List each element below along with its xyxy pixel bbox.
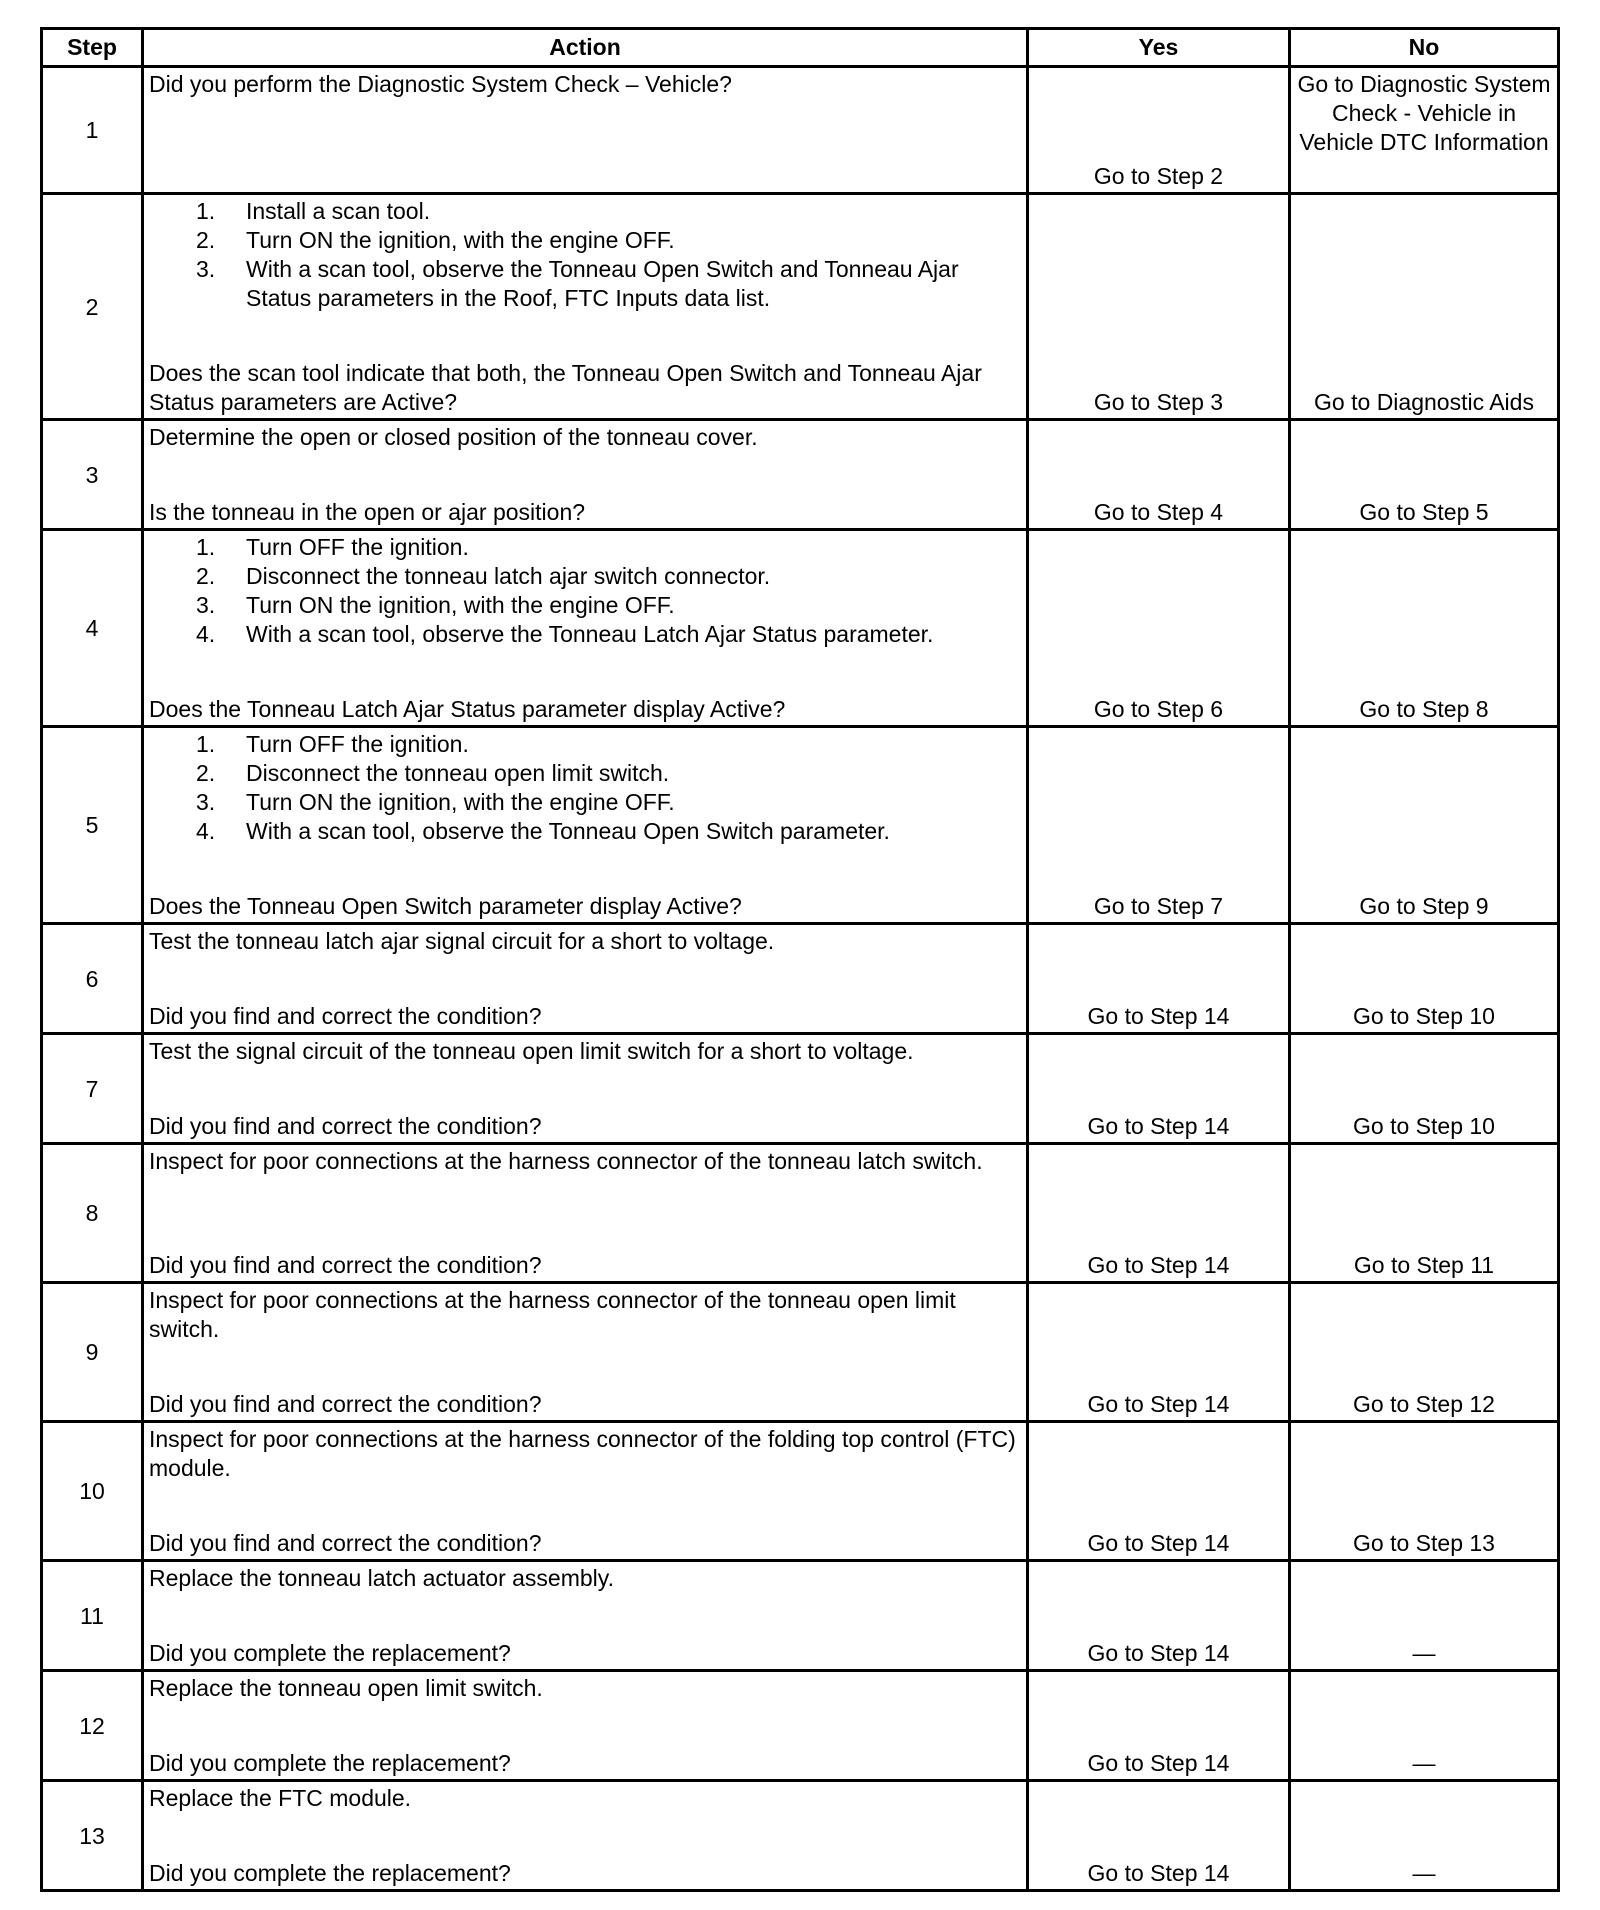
table-body	[42, 67, 1559, 1891]
header-no: No	[1290, 29, 1559, 67]
action-instruction: Test the tonneau latch ajar signal circuit for a short to voltage.	[149, 928, 775, 954]
action-question: Did you find and correct the condition?	[149, 1252, 542, 1278]
action-cell	[143, 194, 1028, 420]
action-step-number: 2.	[196, 760, 216, 786]
header-yes: Yes	[1028, 29, 1290, 67]
action-cell	[143, 727, 1028, 924]
step-number: 2	[42, 194, 143, 420]
action-step-text: Turn OFF the ignition.	[246, 731, 469, 757]
yes-result: Go to Step 6	[1028, 530, 1290, 727]
table-row	[42, 727, 1559, 924]
no-result: —	[1290, 1781, 1559, 1891]
table-row	[42, 924, 1559, 1034]
action-instruction: Inspect for poor connections at the harness connector of the tonneau latch switch.	[149, 1148, 983, 1174]
table-row	[42, 1561, 1559, 1671]
header-action: Action	[143, 29, 1028, 67]
action-step-number: 2.	[196, 563, 216, 589]
action-step-item	[149, 788, 1021, 817]
no-result: —	[1290, 1561, 1559, 1671]
yes-result: Go to Step 14	[1028, 1144, 1290, 1283]
action-steps-list	[149, 197, 1021, 313]
table-row	[42, 194, 1559, 420]
action-question: Did you find and correct the condition?	[149, 1391, 542, 1417]
no-result: Go to Step 12	[1290, 1283, 1559, 1422]
table-row	[42, 1422, 1559, 1561]
no-result: Go to Step 10	[1290, 1034, 1559, 1144]
action-step-text: Turn ON the ignition, with the engine OFF.	[246, 789, 675, 815]
step-number: 3	[42, 420, 143, 530]
action-step-number: 1.	[196, 534, 216, 560]
action-cell	[143, 924, 1028, 1034]
action-step-item	[149, 562, 1021, 591]
action-step-item	[149, 197, 1021, 226]
table-row	[42, 1034, 1559, 1144]
action-question: Did you find and correct the condition?	[149, 1003, 542, 1029]
yes-result: Go to Step 2	[1028, 67, 1290, 194]
table-row	[42, 1283, 1559, 1422]
no-result: Go to Step 13	[1290, 1422, 1559, 1561]
action-step-text: Disconnect the tonneau open limit switch.	[246, 760, 670, 786]
action-step-number: 4.	[196, 818, 216, 844]
no-result: Go to Step 11	[1290, 1144, 1559, 1283]
yes-result: Go to Step 14	[1028, 1561, 1290, 1671]
yes-result: Go to Step 14	[1028, 1781, 1290, 1891]
action-instruction: Test the signal circuit of the tonneau open limit switch for a short to voltage.	[149, 1038, 914, 1064]
action-cell	[143, 1422, 1028, 1561]
step-number: 11	[42, 1561, 143, 1671]
table-row	[42, 1671, 1559, 1781]
table-row	[42, 67, 1559, 194]
action-step-item	[149, 730, 1021, 759]
action-instruction: Inspect for poor connections at the harness connector of the tonneau open limit switch.	[149, 1287, 956, 1342]
yes-result: Go to Step 7	[1028, 727, 1290, 924]
action-step-text: Turn OFF the ignition.	[246, 534, 469, 560]
action-question: Did you complete the replacement?	[149, 1750, 511, 1776]
action-step-text: With a scan tool, observe the Tonneau Open Switch parameter.	[246, 818, 890, 844]
action-step-text: With a scan tool, observe the Tonneau Latch Ajar Status parameter.	[246, 621, 934, 647]
diagnostic-page	[40, 27, 1557, 1892]
no-result: Go to Diagnostic System Check - Vehicle in Vehicle DTC Information	[1290, 67, 1559, 194]
yes-result: Go to Step 4	[1028, 420, 1290, 530]
no-result: —	[1290, 1671, 1559, 1781]
table-row	[42, 1781, 1559, 1891]
action-question: Did you find and correct the condition?	[149, 1530, 542, 1556]
action-instruction: Inspect for poor connections at the harness connector of the folding top control (FTC) module.	[149, 1426, 1016, 1481]
action-step-number: 3.	[196, 256, 216, 282]
yes-result: Go to Step 14	[1028, 1422, 1290, 1561]
step-number: 13	[42, 1781, 143, 1891]
yes-result: Go to Step 14	[1028, 924, 1290, 1034]
action-instruction: Determine the open or closed position of the tonneau cover.	[149, 424, 758, 450]
action-question: Is the tonneau in the open or ajar position?	[149, 499, 586, 525]
action-question: Does the Tonneau Open Switch parameter display Active?	[149, 893, 742, 919]
yes-result: Go to Step 14	[1028, 1671, 1290, 1781]
header-step: Step	[42, 29, 143, 67]
action-instruction: Did you perform the Diagnostic System Check – Vehicle?	[149, 71, 732, 97]
action-step-number: 3.	[196, 592, 216, 618]
action-question: Does the Tonneau Latch Ajar Status parameter display Active?	[149, 696, 786, 722]
action-cell	[143, 1034, 1028, 1144]
action-cell	[143, 1283, 1028, 1422]
action-step-number: 4.	[196, 621, 216, 647]
action-question: Did you complete the replacement?	[149, 1860, 511, 1886]
action-step-number: 1.	[196, 198, 216, 224]
action-steps-list	[149, 533, 1021, 649]
action-step-text: Turn ON the ignition, with the engine OFF.	[246, 227, 675, 253]
table-row	[42, 420, 1559, 530]
step-number: 8	[42, 1144, 143, 1283]
action-cell	[143, 1144, 1028, 1283]
action-steps-list	[149, 730, 1021, 846]
action-step-number: 3.	[196, 789, 216, 815]
action-question: Does the scan tool indicate that both, the Tonneau Open Switch and Tonneau Ajar Status parameters are Active?	[149, 360, 982, 415]
action-cell	[143, 420, 1028, 530]
yes-result: Go to Step 14	[1028, 1283, 1290, 1422]
action-step-item	[149, 591, 1021, 620]
action-cell	[143, 67, 1028, 194]
action-step-item	[149, 759, 1021, 788]
action-step-text: With a scan tool, observe the Tonneau Open Switch and Tonneau Ajar Status parameters in the Roof, FTC Inputs data list.	[246, 256, 959, 311]
no-result: Go to Step 5	[1290, 420, 1559, 530]
step-number: 6	[42, 924, 143, 1034]
action-step-text: Disconnect the tonneau latch ajar switch connector.	[246, 563, 771, 589]
step-number: 1	[42, 67, 143, 194]
diagnostic-table	[40, 27, 1560, 1892]
step-number: 12	[42, 1671, 143, 1781]
action-cell	[143, 1781, 1028, 1891]
action-step-item	[149, 620, 1021, 649]
action-instruction: Replace the tonneau open limit switch.	[149, 1675, 543, 1701]
no-result: Go to Step 9	[1290, 727, 1559, 924]
action-instruction: Replace the FTC module.	[149, 1785, 412, 1811]
action-question: Did you find and correct the condition?	[149, 1113, 542, 1139]
action-question: Did you complete the replacement?	[149, 1640, 511, 1666]
action-step-text: Turn ON the ignition, with the engine OFF.	[246, 592, 675, 618]
action-step-text: Install a scan tool.	[246, 198, 431, 224]
header-row	[42, 29, 1559, 67]
action-cell	[143, 1561, 1028, 1671]
action-instruction: Replace the tonneau latch actuator assembly.	[149, 1565, 614, 1591]
step-number: 4	[42, 530, 143, 727]
yes-result: Go to Step 14	[1028, 1034, 1290, 1144]
table-row	[42, 530, 1559, 727]
no-result: Go to Diagnostic Aids	[1290, 194, 1559, 420]
action-step-number: 1.	[196, 731, 216, 757]
action-cell	[143, 530, 1028, 727]
action-step-item	[149, 533, 1021, 562]
action-step-item	[149, 255, 1021, 313]
step-number: 10	[42, 1422, 143, 1561]
action-step-item	[149, 817, 1021, 846]
step-number: 9	[42, 1283, 143, 1422]
action-step-item	[149, 226, 1021, 255]
step-number: 5	[42, 727, 143, 924]
action-step-number: 2.	[196, 227, 216, 253]
no-result: Go to Step 10	[1290, 924, 1559, 1034]
step-number: 7	[42, 1034, 143, 1144]
table-row	[42, 1144, 1559, 1283]
no-result: Go to Step 8	[1290, 530, 1559, 727]
action-cell	[143, 1671, 1028, 1781]
yes-result: Go to Step 3	[1028, 194, 1290, 420]
